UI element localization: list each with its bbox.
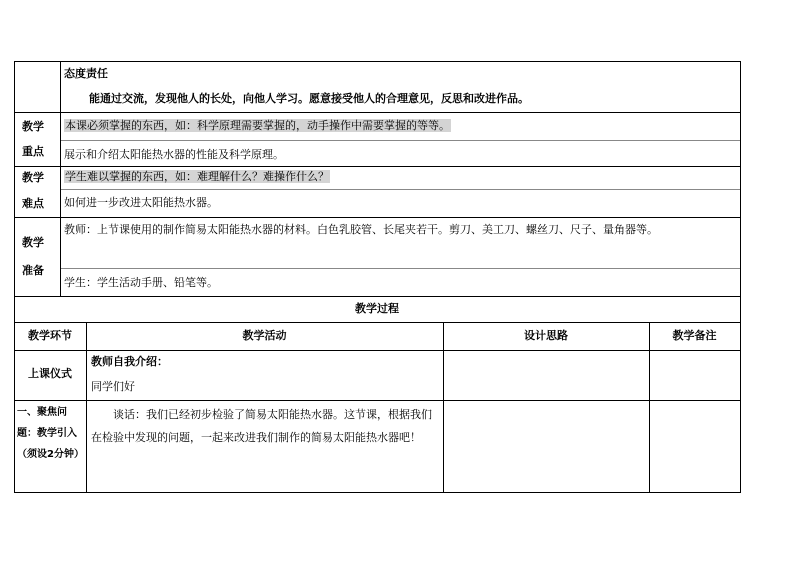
key-points-highlight <box>64 119 451 133</box>
row-divider <box>14 166 740 167</box>
table-border-bottom <box>14 492 740 493</box>
attitude-title: 态度责任 <box>64 67 108 80</box>
table-border-left <box>14 61 15 493</box>
attitude-text: 能通过交流，发现他人的长处，向他人学习。愿意接受他人的合理意见，反思和改进作品。 <box>89 92 529 105</box>
preparation-teacher: 教师：上节课使用的制作简易太阳能热水器的材料。白色乳胶管、长尾夹若干。剪刀、美工刀、螺丝刀、尺子、量角器等。 <box>64 223 658 236</box>
key-points-text: 展示和介绍太阳能热水器的性能及科学原理。 <box>64 148 284 161</box>
table-row-activity-text: 同学们好 <box>91 380 135 393</box>
difficulties-label-2: 难点 <box>22 197 44 210</box>
sub-row-divider <box>60 140 740 141</box>
header-stage: 教学环节 <box>28 329 72 342</box>
preparation-label-1: 教学 <box>22 236 44 249</box>
difficulties-label-1: 教学 <box>22 171 44 184</box>
row-divider <box>14 350 740 351</box>
table-row-stage: 一、聚焦问题：教学引入（须设2分钟） <box>17 407 84 460</box>
header-activity: 教学活动 <box>242 329 287 342</box>
table-border-right <box>740 61 741 493</box>
table-row-activity-title: 教师自我介绍： <box>91 355 168 368</box>
sub-row-divider <box>60 268 740 269</box>
difficulties-highlight-text: 学生难以掌握的东西，如：难理解什么？难操作什么？ <box>65 170 329 183</box>
row-divider <box>14 400 740 401</box>
table-row-stage: 上课仪式 <box>28 367 72 380</box>
row-divider <box>14 217 740 218</box>
key-points-highlight-text: 本课必须掌握的东西，如：科学原理需要掌握的，动手操作中需要掌握的等等。 <box>65 119 450 132</box>
header-notes: 教学备注 <box>672 329 717 342</box>
design-column-divider <box>649 322 650 493</box>
activity-column-divider <box>443 322 444 493</box>
row-divider <box>14 322 740 323</box>
table-row-activity-text: 谈话：我们已经初步检验了简易太阳能热水器。这节课，根据我们在检验中发现的问题，一起来改进我们制作的简易太阳能热水器吧！ <box>91 408 432 444</box>
preparation-student: 学生：学生活动手册、铅笔等。 <box>64 276 218 289</box>
header-design: 设计思路 <box>524 329 568 342</box>
difficulties-text: 如何进一步改进太阳能热水器。 <box>64 196 218 209</box>
label-column-divider <box>60 61 61 296</box>
preparation-label-2: 准备 <box>22 264 44 277</box>
row-divider <box>14 112 740 113</box>
difficulties-highlight <box>64 170 330 184</box>
key-points-label-2: 重点 <box>22 145 44 158</box>
sub-row-divider <box>60 189 740 190</box>
stage-column-divider <box>86 322 87 493</box>
row-divider <box>14 296 740 297</box>
table-border-top <box>14 61 740 62</box>
key-points-label-1: 教学 <box>22 120 44 133</box>
process-title: 教学过程 <box>355 302 399 315</box>
